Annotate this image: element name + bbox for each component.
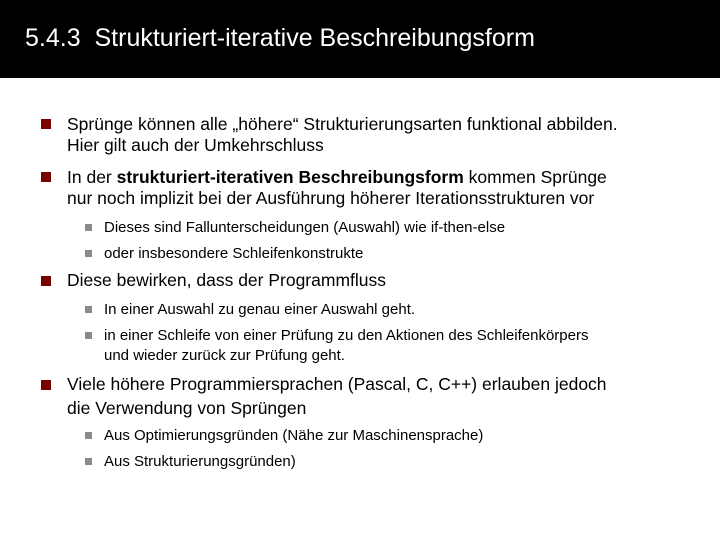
bullet-2-line-1: [67, 167, 707, 188]
bullet-2-suffix: kommen Sprünge: [463, 167, 607, 187]
bullet-3-sub-2-line-2: und wieder zurück zur Prüfung geht.: [104, 347, 345, 364]
bullet-square-icon: [41, 172, 51, 182]
bullet-2-line-2: nur noch implizit bei der Ausführung höherer Iterationsstrukturen vor: [67, 188, 595, 208]
bullet-1-line-1: Sprünge können alle „höhere“ Strukturierungsarten funktional abbilden.: [67, 114, 618, 134]
bullet-2-sub-2: oder insbesondere Schleifenkonstrukte: [104, 245, 364, 262]
bullet-4-line-1: Viele höhere Programmiersprachen (Pascal, C, C++) erlauben jedoch: [67, 374, 607, 394]
bullet-2-bold-term: strukturiert-iterativen Beschreibungsform: [116, 167, 464, 187]
bullet-4-line-2: die Verwendung von Sprüngen: [67, 398, 307, 418]
bullet-2-sub-1: Dieses sind Fallunterscheidungen (Auswahl) wie if-then-else: [104, 219, 506, 236]
bullet-square-icon: [41, 119, 51, 129]
bullet-square-icon: [41, 380, 51, 390]
bullet-square-icon: [41, 276, 51, 286]
sub-bullet-square-icon: [85, 250, 92, 257]
bullet-4-sub-1: Aus Optimierungsgründen (Nähe zur Maschinensprache): [104, 427, 484, 444]
sub-bullet-square-icon: [85, 458, 92, 465]
sub-bullet-square-icon: [85, 432, 92, 439]
bullet-3-sub-1: In einer Auswahl zu genau einer Auswahl geht.: [104, 301, 416, 318]
sub-bullet-square-icon: [85, 332, 92, 339]
bullet-3-sub-2-line-1: in einer Schleife von einer Prüfung zu den Aktionen des Schleifenkörpers: [104, 327, 589, 344]
bullet-2-prefix: In der: [67, 167, 117, 187]
bullet-4-sub-2: Aus Strukturierungsgründen): [104, 453, 296, 470]
slide-title: 5.4.3 Strukturiert-iterative Beschreibungsform: [25, 24, 535, 52]
bullet-1-line-2: Hier gilt auch der Umkehrschluss: [67, 135, 324, 155]
bullet-3-line-1: Diese bewirken, dass der Programmfluss: [67, 270, 387, 290]
sub-bullet-square-icon: [85, 224, 92, 231]
sub-bullet-square-icon: [85, 306, 92, 313]
